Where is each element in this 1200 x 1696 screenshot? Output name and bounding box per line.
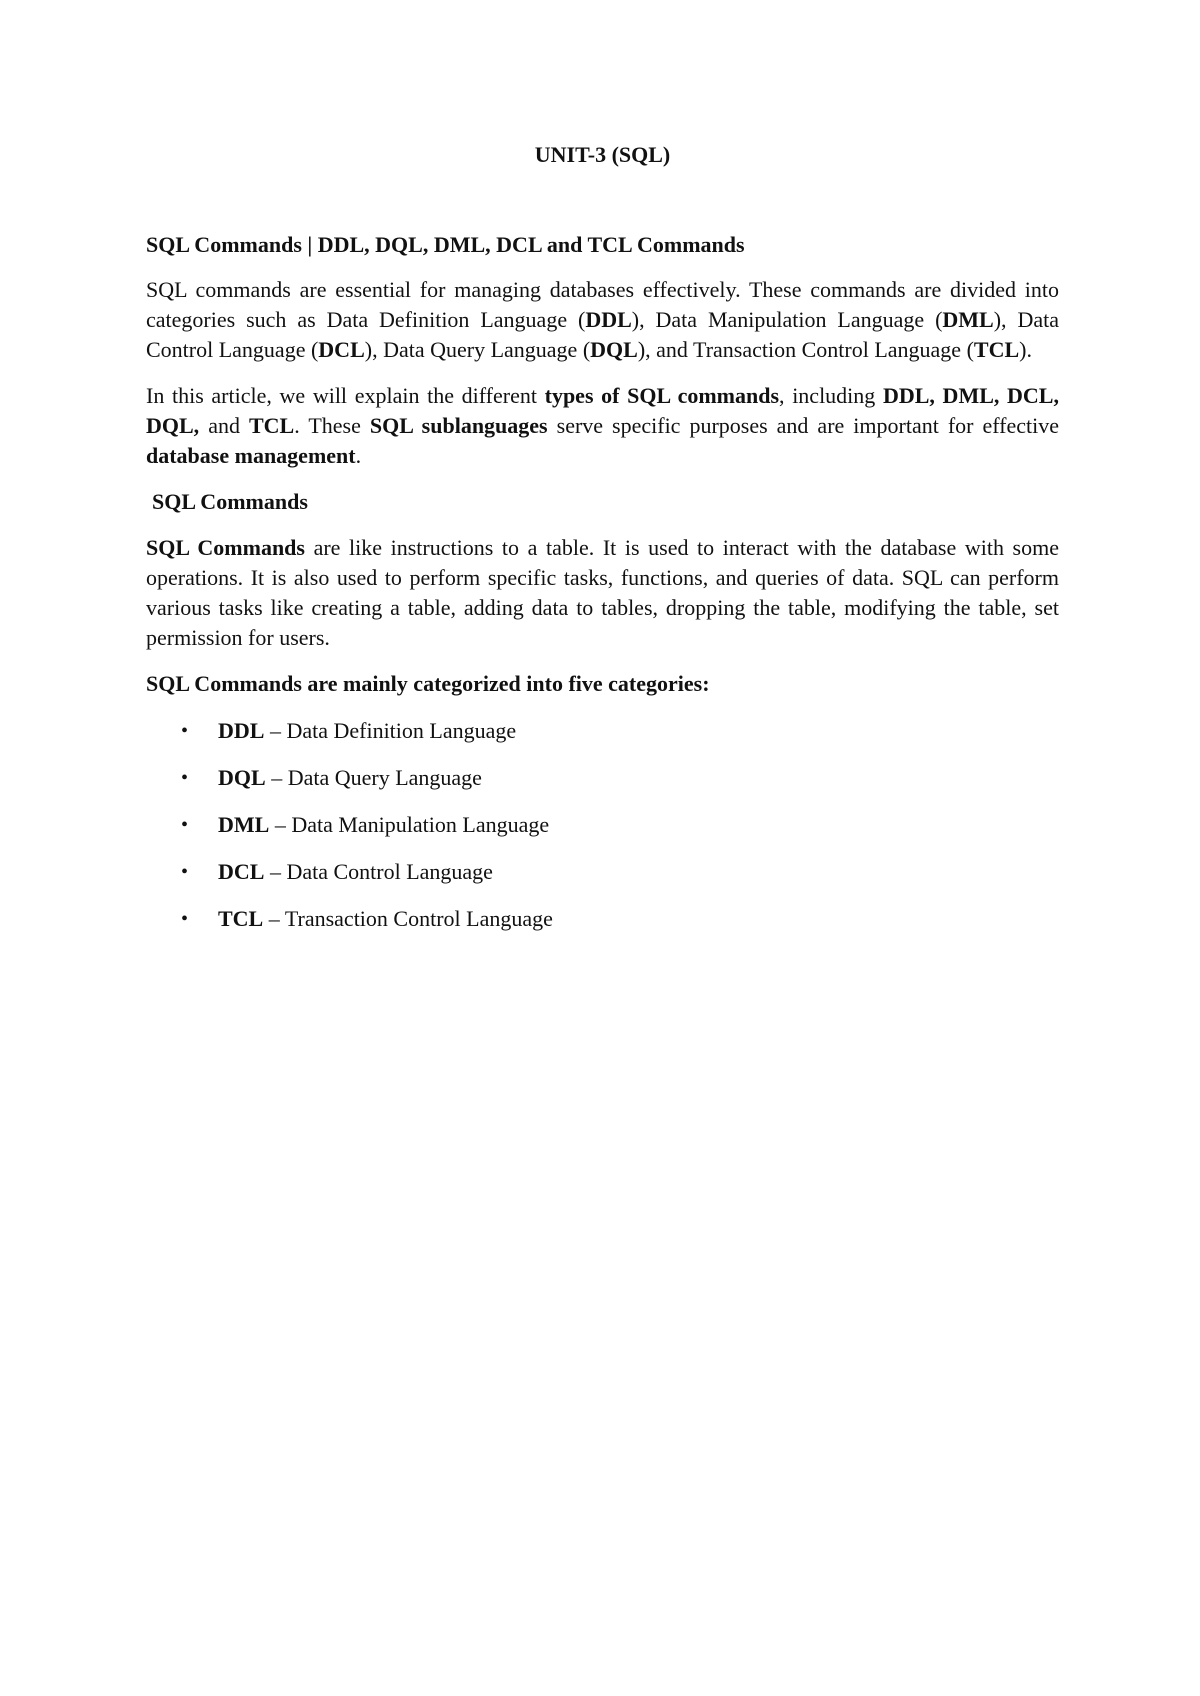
intro-bold-dql: DQL <box>590 337 638 362</box>
commands-paragraph <box>146 533 1059 653</box>
intro-text-1: SQL commands are essential for managing databases effectively. These commands are divided into categories such as Data Definition Language ( <box>146 277 1059 332</box>
article-bold-2: DDL, DML, DCL, DQL, <box>146 383 1059 438</box>
page-title: UNIT-3 (SQL) <box>534 142 671 167</box>
article-text-2: , including <box>779 383 883 408</box>
category-abbr: DDL <box>218 718 265 743</box>
commands-text-1: are like instructions to a table. It is used to interact with the database with some operations. It is also used to perform specific tasks, functions, and queries of data. SQL can perform various tasks like creating a table, adding data to tables, dropping the table, modifying the table, set permission for users. <box>146 535 1059 650</box>
section-heading: SQL Commands | DDL, DQL, DML, DCL and TCL Commands <box>146 232 745 257</box>
intro-text-6: ). <box>1019 337 1032 362</box>
category-abbr: DCL <box>218 859 265 884</box>
article-bold-4: SQL sublanguages <box>369 413 548 438</box>
category-abbr: TCL <box>218 906 264 931</box>
category-desc: – Data Manipulation Language <box>269 812 550 837</box>
commands-bold-1: SQL Commands <box>146 535 305 560</box>
list-item-tcl <box>146 904 1059 934</box>
article-text-4: . These <box>294 413 370 438</box>
intro-bold-tcl: TCL <box>973 337 1020 362</box>
category-desc: – Data Definition Language <box>264 718 517 743</box>
article-text-6: . <box>355 443 362 468</box>
category-desc: – Transaction Control Language <box>263 906 553 931</box>
bullet-icon: • <box>181 814 189 836</box>
list-item-dql <box>146 763 1059 793</box>
list-item-dml <box>146 810 1059 840</box>
article-text-5: serve specific purposes and are important for effective <box>547 413 1060 438</box>
article-bold-1: types of SQL commands <box>544 383 780 408</box>
bullet-icon: • <box>181 861 189 883</box>
list-item-dcl <box>146 857 1059 887</box>
categories-heading: SQL Commands are mainly categorized into five categories: <box>146 671 710 696</box>
article-bold-5: database management <box>146 443 356 468</box>
intro-bold-dml: DML <box>942 307 994 332</box>
intro-text-5: ), and Transaction Control Language ( <box>637 337 974 362</box>
article-text-1: In this article, we will explain the different <box>146 383 545 408</box>
intro-text-4: ), Data Query Language ( <box>364 337 591 362</box>
document-page <box>146 140 1059 951</box>
intro-bold-dcl: DCL <box>318 337 365 362</box>
category-abbr: DQL <box>218 765 266 790</box>
category-desc: – Data Control Language <box>264 859 493 884</box>
sub-heading: SQL Commands <box>152 489 308 514</box>
list-item-ddl <box>146 716 1059 746</box>
categories-list <box>146 716 1059 934</box>
intro-text-3: ), Data Control Language ( <box>146 307 1059 362</box>
article-paragraph <box>146 381 1059 471</box>
article-bold-3: TCL <box>248 413 295 438</box>
bullet-icon: • <box>181 767 189 789</box>
intro-bold-ddl: DDL <box>585 307 632 332</box>
bullet-icon: • <box>181 720 189 742</box>
bullet-icon: • <box>181 908 189 930</box>
article-text-3: and <box>199 413 249 438</box>
category-desc: – Data Query Language <box>265 765 482 790</box>
intro-text-2: ), Data Manipulation Language ( <box>631 307 943 332</box>
intro-paragraph <box>146 275 1059 365</box>
category-abbr: DML <box>218 812 270 837</box>
